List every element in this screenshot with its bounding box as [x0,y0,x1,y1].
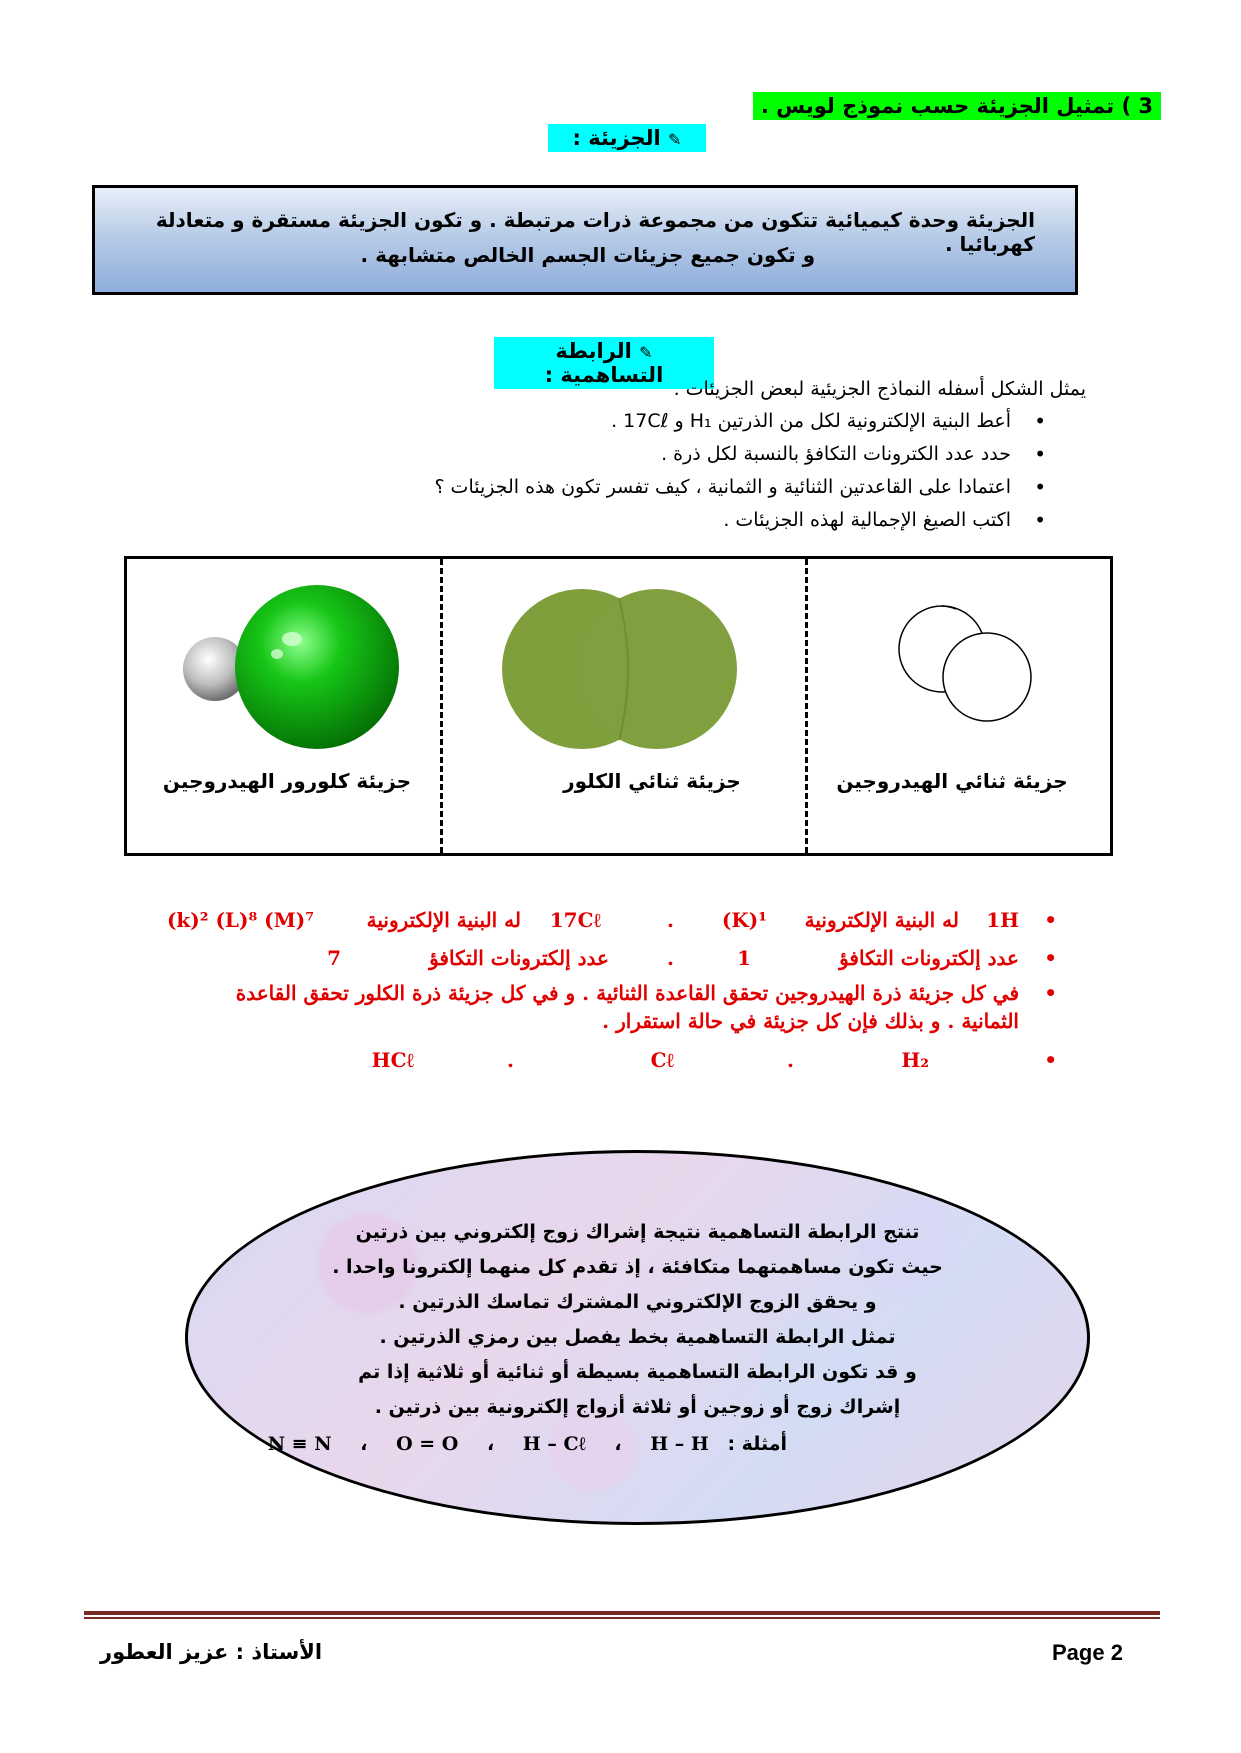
answers-block [119,908,1057,1072]
example-separator: ، [360,1433,368,1455]
rule-line-2: الثمانية . و بذلك فإن كل جزيئة في حالة استقرار . [602,1009,1019,1033]
definition-box [92,185,1078,295]
example-n-n: N ≡ N [267,1433,332,1455]
bullet: • [1044,981,1057,1005]
question-item: اكتب الصيغ الإجمالية لهذه الجزيئات . • [434,509,1011,542]
example-separator: ، [614,1433,622,1455]
cl-config-label: له البنية الإلكترونية [366,908,521,932]
summary-line: و قد تكون الرابطة التساهمية بسيطة أو ثنائية أو ثلاثية إذا تم [358,1361,917,1383]
molecule-heading-text: الجزيئة : [572,126,661,150]
footer-teacher: الأستاذ : عزيز العطور [100,1640,323,1664]
footer-page-number: Page 2 [1052,1640,1123,1665]
example-h-h: H – H [650,1433,709,1455]
footer-rule [84,1617,1160,1619]
summary-ellipse [185,1150,1090,1525]
question-item: حدد عدد الكترونات التكافؤ بالنسبة لكل ذرة . • [434,443,1011,476]
cl-atom-symbol: 17Cℓ [549,908,601,932]
question-list [434,410,1011,542]
separator-dot: . [667,908,674,932]
example-separator: ، [486,1433,495,1455]
bullet: • [1044,1048,1057,1072]
pen-icon: ✎ [668,130,682,149]
summary-examples [227,1433,787,1456]
example-o-o: O = O [396,1433,459,1455]
section-title: 3 ) تمثيل الجزيئة حسب نموذج لويس . [753,92,1161,120]
summary-line: تمثل الرابطة التساهمية بخط يفصل بين رمزي الذرتين . [379,1326,896,1348]
summary-line: و يحقق الزوج الإلكتروني المشترك تماسك الذرتين . [398,1291,877,1313]
valence-label-2: عدد إلكترونات التكافؤ [429,946,609,970]
bullet: • [1044,908,1057,932]
formula-h2: H₂ [901,1048,929,1072]
dashed-divider [805,559,808,853]
intro-text: يمثل الشكل أسفله النماذج الجزيئية لبعض الجزيئات . [673,378,1086,400]
h-config-value: (K)¹ [721,908,767,932]
bullet: • [1044,946,1057,970]
examples-label: أمثلة : [727,1433,787,1455]
question-item: أعط البنية الإلكترونية لكل من الذرتين H₁ و 17Cℓ . • [434,410,1011,443]
answer-rule-row [119,981,1057,1033]
cl2-molecule-icon [497,584,747,754]
separator-dot: . [667,946,674,970]
h-atom-symbol: 1H [986,908,1019,932]
dashed-divider [440,559,443,853]
molecule-heading [548,124,706,152]
molecule-model-box [124,556,1113,856]
question-item: اعتمادا على القاعدتين الثنائية و الثمانية ، كيف تفسر تكون هذه الجزيئات ؟ • [434,476,1011,509]
hcl-molecule-icon [167,579,417,749]
separator-dot: . [507,1048,514,1072]
summary-line: إشراك زوج أو زوجين أو ثلاثة أزواج إلكترونية بين ذرتين . [374,1396,901,1418]
molecule-label-hcl: جزيئة كلورور الهيدروجين [162,769,412,793]
h2-molecule-icon [887,599,1047,729]
valence-h-value: 1 [737,946,751,970]
valence-label: عدد إلكترونات التكافؤ [839,946,1019,970]
molecule-label-cl2: جزيئة ثنائي الكلور [563,769,741,793]
rule-line-1: في كل جزيئة ذرة الهيدروجين تحقق القاعدة الثنائية . و في كل جزيئة ذرة الكلور تحقق القاعدة [235,981,1019,1005]
molecule-label-h2: جزيئة ثنائي الهيدروجين [836,769,1068,793]
definition-line-1: الجزيئة وحدة كيميائية تتكون من مجموعة ذرات مرتبطة . و تكون الجزيئة مستقرة و متعادلة كهربائيا . [155,208,1035,256]
footer-rule [84,1611,1160,1615]
cl-config-value: (k)² (L)⁸ (M)⁷ [166,908,314,932]
h-config-label: له البنية الإلكترونية [804,908,959,932]
pen-icon: ✎ [639,343,653,362]
formula-hcl: HCℓ [371,1048,414,1072]
definition-line-2: و تكون جميع جزيئات الجسم الخالص متشابهة . [360,243,815,267]
valence-cl-value: 7 [327,946,341,970]
summary-line: تنتج الرابطة التساهمية نتيجة إشراك زوج إلكتروني بين ذرتين [355,1221,920,1243]
separator-dot: . [787,1048,794,1072]
covalent-heading-text: الرابطة التساهمية : [544,339,664,387]
summary-line: حيث تكون مساهمتهما متكافئة ، إذ تقدم كل منهما إلكترونا واحدا . [332,1256,943,1278]
formula-cl: Cℓ [650,1048,674,1072]
example-h-cl: H – Cℓ [522,1433,586,1455]
